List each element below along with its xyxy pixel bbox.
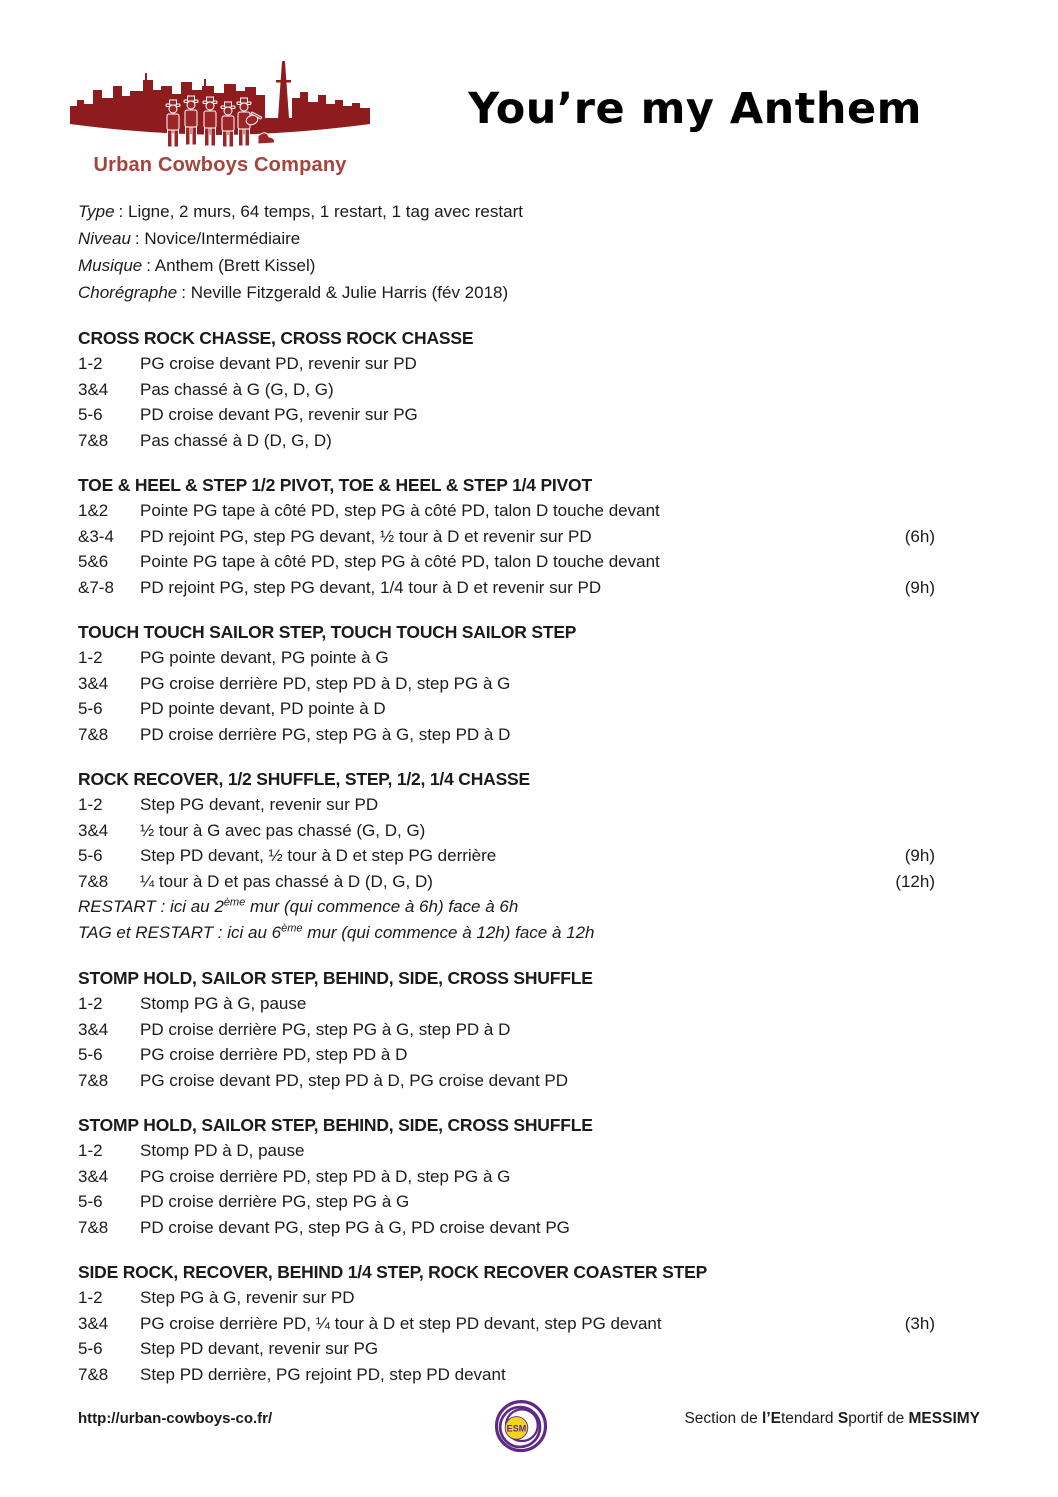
dance-section [78, 1259, 935, 1387]
steps-list [78, 498, 935, 600]
step-count: 7&8 [78, 1364, 109, 1384]
step-count: 1-2 [78, 354, 103, 373]
notes-list [78, 894, 935, 946]
page-header [0, 0, 1058, 198]
meta-label: Type [78, 202, 115, 221]
step-row [78, 1362, 935, 1388]
step-count: 5-6 [78, 1192, 103, 1211]
step-count: 7&8 [78, 724, 109, 744]
step-row [78, 351, 935, 377]
steps-list [78, 1138, 935, 1240]
step-row [78, 1311, 935, 1337]
meta-value: : Neville Fitzgerald & Julie Harris (fév 2018) [181, 283, 509, 302]
credit-bold: MESSIMY [908, 1410, 980, 1427]
meta-block [78, 198, 935, 306]
step-text: PG croise derrière PD, step PD à D [140, 1045, 408, 1064]
skyline-cowboys-graphic [70, 60, 370, 154]
step-count: 5&6 [78, 552, 109, 571]
step-text: PG croise derrière PD, step PD à D, step PG à G [140, 1166, 511, 1186]
note-text: RESTART : ici au 2 [78, 897, 224, 916]
wall-marker: (9h) [904, 846, 935, 865]
meta-value: : Novice/Intermédiaire [134, 229, 301, 248]
step-row [78, 1017, 935, 1043]
step-row [78, 645, 935, 671]
section-title: TOE & HEEL & STEP 1/2 PIVOT, TOE & HEEL & STEP 1/4 PIVOT [78, 475, 592, 495]
meta-row [78, 279, 935, 306]
step-row [78, 722, 935, 748]
steps-list [78, 1285, 935, 1387]
sections [78, 325, 935, 1387]
step-text: PG croise derrière PD, ¼ tour à D et step PD devant, step PG devant [140, 1313, 662, 1333]
meta-row [78, 252, 935, 279]
note-text: mur (qui commence à 6h) face à 6h [245, 897, 519, 916]
step-text: PG croise devant PD, step PD à D, PG croise devant PD [140, 1070, 569, 1090]
dance-section [78, 472, 935, 600]
meta-label: Chorégraphe [78, 283, 178, 302]
step-row [78, 869, 935, 895]
wall-marker: (6h) [904, 526, 935, 546]
step-text: PD croise derrière PG, step PG à G, step PD à D [140, 1019, 511, 1039]
step-row [78, 575, 935, 601]
dance-section [78, 1112, 935, 1240]
step-row [78, 377, 935, 403]
step-count: 5-6 [78, 1045, 103, 1064]
step-count: &7-8 [78, 577, 114, 597]
step-count: 1-2 [78, 1288, 103, 1307]
section-title: STOMP HOLD, SAILOR STEP, BEHIND, SIDE, CROSS SHUFFLE [78, 968, 593, 988]
step-row [78, 1189, 935, 1215]
step-text: PG croise derrière PD, step PD à D, step PG à G [140, 673, 511, 693]
meta-row [78, 198, 935, 225]
step-text: Step PG à G, revenir sur PD [140, 1288, 355, 1307]
step-count: 3&4 [78, 1313, 109, 1333]
step-row [78, 792, 935, 818]
step-row [78, 498, 935, 524]
step-count: 1-2 [78, 1141, 103, 1160]
step-count: 7&8 [78, 430, 109, 450]
step-row [78, 1285, 935, 1311]
section-title: STOMP HOLD, SAILOR STEP, BEHIND, SIDE, CROSS SHUFFLE [78, 1115, 593, 1135]
step-count: 5-6 [78, 405, 103, 424]
esm-label: ESM [506, 1423, 527, 1434]
meta-value: : Anthem (Brett Kissel) [146, 256, 316, 275]
step-row [78, 1215, 935, 1241]
step-row [78, 1336, 935, 1362]
step-count: 1-2 [78, 994, 103, 1013]
step-row [78, 549, 935, 575]
step-count: 7&8 [78, 871, 109, 891]
esm-logo-graphic [492, 1396, 550, 1458]
step-count: 3&4 [78, 1166, 109, 1186]
meta-label: Musique [78, 256, 143, 275]
step-text: PD pointe devant, PD pointe à D [140, 699, 386, 718]
step-text: Stomp PG à G, pause [140, 994, 307, 1013]
dance-section [78, 619, 935, 747]
step-text: PD croise devant PG, revenir sur PG [140, 405, 418, 424]
step-row [78, 428, 935, 454]
wall-marker: (12h) [895, 871, 935, 891]
steps-list [78, 792, 935, 894]
step-count: 3&4 [78, 820, 109, 840]
step-row [78, 671, 935, 697]
step-text: PD croise devant PG, step PG à G, PD croise devant PG [140, 1217, 570, 1237]
step-text: PD croise derrière PG, step PG à G, step PD à D [140, 724, 511, 744]
step-text: PG croise devant PD, revenir sur PD [140, 354, 417, 373]
step-text: ¼ tour à D et pas chassé à D (D, G, D) [140, 871, 433, 891]
meta-row [78, 225, 935, 252]
step-count: 5-6 [78, 1339, 103, 1358]
restart-note [78, 920, 935, 946]
steps-list [78, 645, 935, 747]
step-count: 1-2 [78, 648, 103, 667]
section-title: CROSS ROCK CHASSE, CROSS ROCK CHASSE [78, 328, 474, 348]
section-title: ROCK RECOVER, 1/2 SHUFFLE, STEP, 1/2, 1/4 CHASSE [78, 769, 531, 789]
step-text: ½ tour à G avec pas chassé (G, D, G) [140, 820, 426, 840]
step-count: 5-6 [78, 699, 103, 718]
meta-value: : Ligne, 2 murs, 64 temps, 1 restart, 1 tag avec restart [118, 202, 523, 221]
note-text: TAG et RESTART : ici au 6 [78, 923, 282, 942]
step-count: 1&2 [78, 501, 109, 520]
step-text: Step PD devant, ½ tour à D et step PG derrière [140, 846, 497, 865]
step-count: 7&8 [78, 1217, 109, 1237]
dance-section [78, 965, 935, 1093]
step-row [78, 1138, 935, 1164]
credit-text: portif de [848, 1410, 909, 1427]
website-url: http://urban-cowboys-co.fr/ [78, 1410, 273, 1427]
note-superscript: ème [223, 896, 246, 909]
step-text: Pointe PG tape à côté PD, step PG à côté PD, talon D touche devant [140, 501, 660, 520]
step-text: Stomp PD à D, pause [140, 1141, 305, 1160]
page-footer [0, 1394, 1058, 1474]
meta-label: Niveau [78, 229, 131, 248]
footer-credit [684, 1410, 980, 1428]
step-row [78, 1164, 935, 1190]
step-count: &3-4 [78, 526, 114, 546]
step-text: PD croise derrière PG, step PG à G [140, 1192, 410, 1211]
credit-bold: S [837, 1410, 849, 1427]
step-count: 3&4 [78, 673, 109, 693]
step-row [78, 843, 935, 869]
section-title: TOUCH TOUCH SAILOR STEP, TOUCH TOUCH SAILOR STEP [78, 622, 577, 642]
step-count: 7&8 [78, 1070, 109, 1090]
note-text: mur (qui commence à 12h) face à 12h [302, 923, 595, 942]
step-text: PD rejoint PG, step PG devant, ½ tour à D et revenir sur PD [140, 526, 592, 546]
step-text: Step PD derrière, PG rejoint PD, step PD devant [140, 1364, 506, 1384]
step-row [78, 818, 935, 844]
wall-marker: (9h) [904, 577, 935, 597]
note-superscript: ème [281, 922, 303, 935]
dance-section [78, 766, 935, 946]
steps-list [78, 991, 935, 1093]
step-text: Step PD devant, revenir sur PG [140, 1339, 379, 1358]
credit-text: tendard [780, 1410, 838, 1427]
step-row [78, 1042, 935, 1068]
wall-marker: (3h) [904, 1313, 935, 1333]
step-count: 5-6 [78, 846, 103, 865]
step-row [78, 1068, 935, 1094]
credit-text: Section de [684, 1410, 763, 1427]
step-text: Step PG devant, revenir sur PD [140, 795, 379, 814]
step-text: Pas chassé à G (G, D, G) [140, 379, 334, 399]
step-text: PG pointe devant, PG pointe à G [140, 648, 389, 667]
step-count: 1-2 [78, 795, 103, 814]
step-count: 3&4 [78, 1019, 109, 1039]
step-row [78, 524, 935, 550]
step-text: Pas chassé à D (D, G, D) [140, 430, 332, 450]
dance-section [78, 325, 935, 453]
urban-cowboys-logo [70, 60, 370, 177]
logo-text: Urban Cowboys Company [93, 154, 347, 176]
step-row [78, 402, 935, 428]
step-text: Pointe PG tape à côté PD, step PG à côté PD, talon D touche devant [140, 552, 660, 571]
steps-list [78, 351, 935, 453]
credit-bold: l’E [762, 1410, 781, 1427]
step-text: PD rejoint PG, step PG devant, 1/4 tour à D et revenir sur PD [140, 577, 602, 597]
esm-logo [492, 1396, 550, 1458]
restart-note [78, 894, 935, 920]
step-row [78, 991, 935, 1017]
step-count: 3&4 [78, 379, 109, 399]
section-title: SIDE ROCK, RECOVER, BEHIND 1/4 STEP, ROCK RECOVER COASTER STEP [78, 1262, 708, 1282]
page-title: You’re my Anthem [468, 84, 922, 134]
step-row [78, 696, 935, 722]
